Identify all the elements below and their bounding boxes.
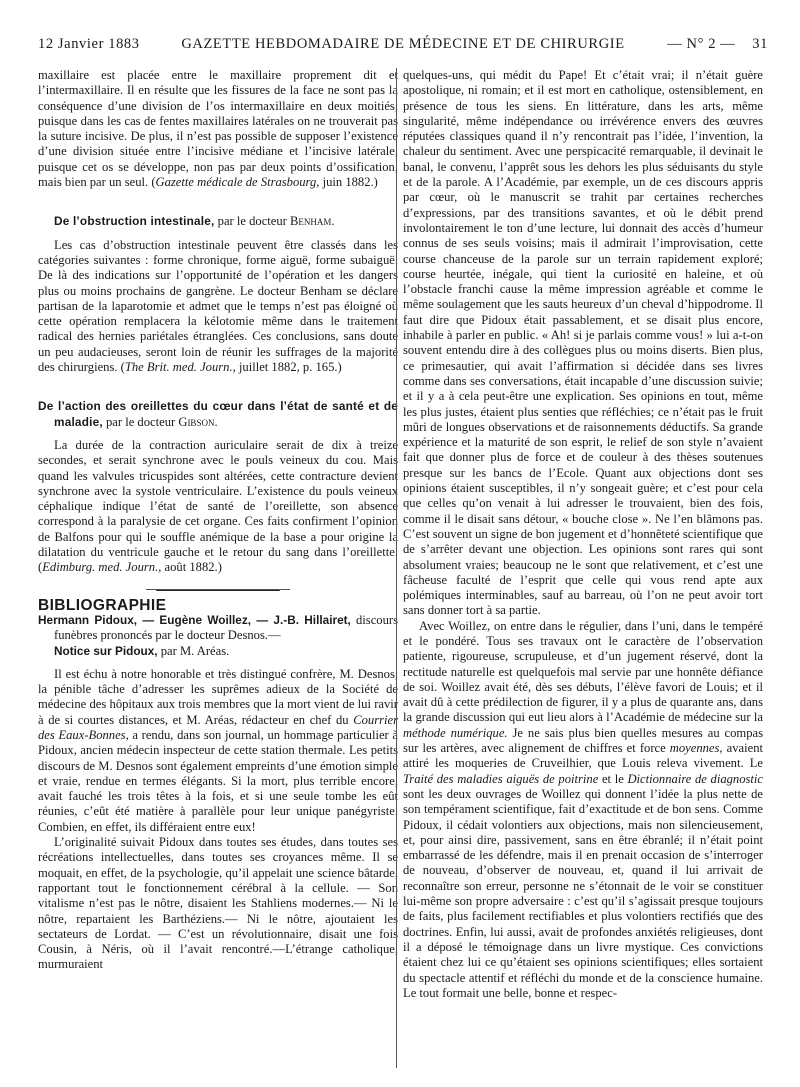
- header-issue-page: [667, 36, 768, 53]
- oreillettes-citation: Edimburg. med. Journ.,: [42, 560, 162, 575]
- header-journal-title: GAZETTE HEBDOMADAIRE DE MÉDECINE ET DE CHIRURGIE: [181, 36, 625, 52]
- section-title-bibliographie: BIBLIOGRAPHIE: [38, 596, 167, 614]
- header-page-number: 31: [752, 36, 768, 52]
- article-heading-obstruction: De l’obstruction intestinale, par le docteur Benham.: [54, 214, 335, 229]
- running-header: [38, 36, 768, 56]
- traite-maladies-title: Traité des maladies aiguës de poitrine: [403, 771, 599, 786]
- dictionnaire-diagnostic-title: Dictionnaire de diagnostic: [627, 771, 764, 786]
- courrier-eaux-bonnes-citation: Courrier des Eaux-Bonnes,: [38, 712, 398, 742]
- intro-paragraph: maxillaire est placée entre le maxillaire proprement dit et l’intermaxillaire. Il en résulte que les fissures de la face ne sont pas la conséquence d’une division de l’os intermaxillaire en deux moitiés, puisque dans les cas de fentes maxillaires latérales on ne trouverait pas la suture incisive. De plus, il n’est pas possible de supposer l’existence d’une division située entre l’incisive médiane et l’incisive latérale, puisque cet os se développe, non pas par deux points d’ossification, mais bien par un seul. (Gazette médicale de Strasbourg, juin 1882.): [38, 68, 398, 190]
- bibliography-paragraph-1: Il est échu à notre honorable et très distingué confrère, M. Desnos, la pénible tâche d’adresser les suprêmes adieux de la Société de médecine des hôpitaux aux trois membres que la mort vient de lui ravir à de si courtes distances, et M. Aréas, rédacteur en chef du Courrier des Eaux-Bonnes, a rendu, dans son journal, un hommage particulier à Pidoux, ancien médecin inspecteur de cette station thermale. Les petits discours de M. Desnos sont également empreints d’une émotion simple et vraie, rendue en termes élégants. Si la mort, plus terrible encore, avait fauché les trois têtes à la fois, et si une seule tombe les eût réunies, c’eût été matière à parallèle pour leur unique panégyriste. Combien, en effet, ils différaient entre eux!: [38, 666, 398, 834]
- obstruction-citation: The Brit. med. Journ.,: [124, 360, 236, 375]
- bibliography-paragraph-2: L’originalité suivait Pidoux dans toutes ses études, dans toutes ses récréations intellectuelles, dans toutes ses croyances même. Il se moquait, en effet, de la psychologie, qu’il appelait une science bâtarde, rapportant tout le fonctionnement cérébral à la cellule. — Son vitalisme n’est pas le nôtre, disaient les Stahliens modernes.— Ni le nôtre, repartaient les Barthéziens.— Ni le nôtre, ajoutaient les sectateurs de Lordat. — C’est un révolutionnaire, disait une fois Cousin, à Néris, où il l’avait rencontré.—L’étrange catholique, murmuraient: [38, 835, 398, 972]
- left-column: [38, 68, 398, 973]
- divider-rule: [156, 589, 280, 591]
- intro-citation: Gazette médicale de Strasbourg,: [155, 175, 320, 190]
- right-paragraph-1: quelques-uns, qui médit du Pape! Et c’était vrai; il n’était guère apostolique, ni romain; et il est mort en catholique, ostensiblement, en présence de tous les siens. En littérature, dans les arts, même singularité, même indépendance ou irrévérence envers des œuvres réputées classiques quand il n’y rencontrait pas l’idée, l’invention, la chaleur du sentiment. Avec une perspicacité remarquable, il devinait le banal, le convenu, l’apprêt sous les dehors les plus séduisants du style et de la parole. A l’Académie, par exemple, un de ces discours appris par cœur, où le manuscrit se trahit par certaines recherches d’expressions, par des transitions savantes, et où le débit prend involontairement le ton d’une lecture, lui donnait des accès d’humeur connus de ses seuls voisins; mais il admirait l’improvisation, cette course chanceuse de la parole sur un terrain rapidement exploré; course heurtée, inégale, qui tient la curiosité en haleine, et où l’obstacle franchi cause la même impression agréable et comme le même soulagement que les sauts heureux d’un cheval d’hippodrome. Il faut dire que Pidoux était passablement, et se disait plus encore, inhabile à parler en public. « Ah! si je parlais comme vous! » lui a-t-on souvent entendu dire à des collègues plus ou moins diserts. Bien plus, ce primesautier, qui avait l’affirmation si décidée dans ses livres comme dans ses conversations, était incapable d’une discussion suivie; et il y a à cela peut-être une explication. Ses opinions en tout, même les plus justes, étaient plus senties que réfléchies; ce n’était pas le fruit mûri de longues observations et de raisonnements déductifs. Sa grande expérience et la maturité de son esprit, le relief de son style n’avaient fait que donner plus de force et de couleur à des thèses soutenues presque sur les bancs de l’Ecole. Quant aux objections dont ses opinions étaient susceptibles, il n’y songeait guère; et c’est pour cela que celles qu’on venait à lui adresser le trouvaient, bien des fois, comme il le disait sans détour, « bouche close ». Ne l’en blâmons pas. C’est souvent un signe de bon jugement et d’honnêteté scientifique que de s’arrêter devant une objection. Les opinions sont rares qui sont absolument vraies; beaucoup ne le sont que relativement, et c’est une fâcheuse faculté de l’esprit que celle qui vous rend apte aux polémiques interminables, sauf au barreau, où l’on ne peut avoir tort sans donner tort à sa partie.: [403, 68, 763, 618]
- moyennes-term: moyennes,: [669, 741, 723, 756]
- column-rule: [396, 68, 397, 1068]
- section-divider: [38, 584, 398, 598]
- methode-numerique-term: méthode numérique.: [403, 725, 508, 740]
- right-paragraph-2: Avec Woillez, on entre dans le régulier, dans l’uni, dans le tempéré et le pondéré. Tous ses travaux ont le caractère de l’observation patiente, rigoureuse, scrupuleuse, et d’un jugement réservé, dont la rectitude naturelle est quelquefois mal servie par une honnête défiance de soi. Woillez avait été, dès ses débuts, l’élève favori de Louis; et il avait dû à cette prédilection de figurer, il y a plus de quarante ans, dans la grande discussion qui eut lieu alors à l’Académie de médecine sur la méthode numérique. Je ne sais plus bien quelles mesures au compas sur les artères, avec alignement de chiffres et force moyennes, avaient attiré les moqueries de Cruveilhier, que Louis releva vivement. Le Traité des maladies aiguës de poitrine et le Dictionnaire de diagnostic sont les deux ouvrages de Woillez qui donnent l’idée la plus nette de son tempérament scientifique, fait d’exactitude et de bon sens. Comme Pidoux, il cédait volontiers aux objections, mais non silencieusement, et, pour ainsi dire, passivement, sans en être ébranlé; il n’était point embarrassé de les défendre, mais il en prenait occasion de s’interroger de nouveau, d’observer de nouveau, et, quand il lui arrivait de reconnaître son erreur, personne ne s’étonnait de le voir se constituer lui-même son propre adversaire : c’est qu’il s’agissait presque toujours de faits, plus facilement rectifiables et plus volontiers rectifiés que des doctrines. Enfin, lui aussi, avait de profondes anxiétés religieuses, dont il a déposé le témoignage dans un livre mystique. Ces convictions étaient chez lui ce qu’étaient ses opinions scientifiques; elles sortaient du spectacle attentif et réfléchi du monde et de la conscience humaine. Le tout formait une belle, bonne et respec-: [403, 618, 764, 1000]
- header-issue: — N° 2 —: [667, 36, 736, 52]
- article-heading-oreillettes: De l’action des oreillettes du cœur dans l’état de santé et de maladie, par le docteur Gibson.: [38, 399, 398, 429]
- bibliography-entry-heading: Hermann Pidoux, — Eugène Woillez, — J.-B. Hillairet, discours funèbres prononcés par le docteur Desnos.— Notice sur Pidoux, par M. Aréas.: [38, 612, 398, 658]
- article-body-obstruction: Les cas d’obstruction intestinale peuvent être classés dans les catégories suivantes : forme chronique, forme aiguë, forme subaiguë. De là des indications sur l’opportunité de l’opération et les dangers plus ou moins prochains de gangrène. Le docteur Benham se déclare partisan de la laparotomie et admet que le temps n’est pas éloigné où cette opération remplacera la kélotomie même dans le traitement radical des hernies pariétales étranglées. Ces conclusions, sans doute un peu audacieuses, seront loin de réunir les suffrages de la majorité des chirurgiens. (The Brit. med. Journ., juillet 1882, p. 165.): [38, 237, 398, 375]
- right-column: [403, 68, 763, 1001]
- header-date: 12 Janvier 1883: [38, 36, 140, 52]
- article-body-oreillettes: La durée de la contraction auriculaire serait de dix à treize secondes, et serait synchrone avec le pouls veineux du cou. Mais quand les valvules tricuspides sont altérées, cette contracture devient synchrone avec la systole ventriculaire. L’existence du pouls veineux céphalique indique l’état de santé de l’oreillette, son absence correspond à la paralysie de cet organe. Ces faits confirment l’opinion de Balfons pour qui le souffle anémique de la base a pour origine la dilatation du ventricule gauche et le retour du sang dans l’oreillette. (Edimburg. med. Journ., août 1882.): [38, 437, 398, 575]
